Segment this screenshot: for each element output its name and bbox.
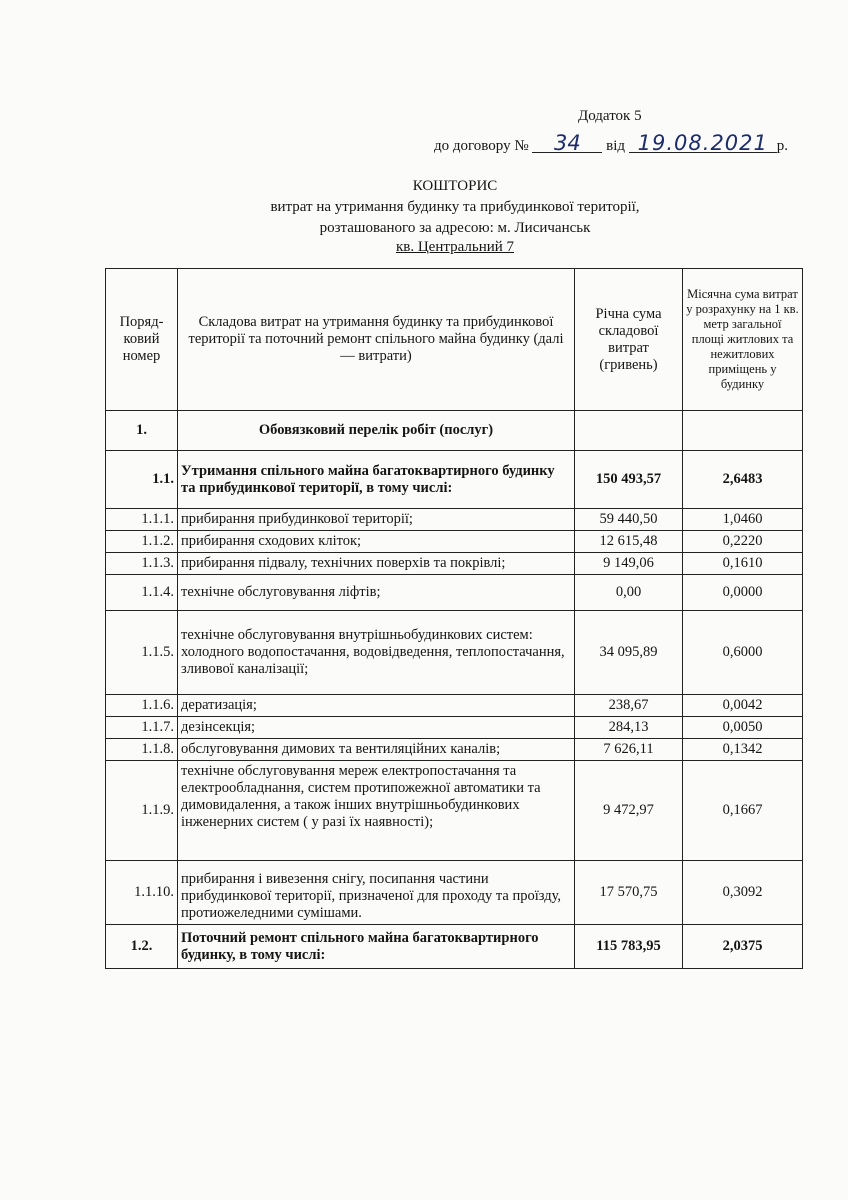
row-monthly: 2,6483 (683, 451, 803, 509)
contract-date-field: 19.08.2021 (629, 134, 777, 153)
addendum-label: Додаток 5 (578, 108, 642, 124)
table-row (106, 761, 803, 861)
table-row (106, 411, 803, 451)
row-monthly: 0,1610 (683, 553, 803, 575)
row-monthly: 0,1342 (683, 739, 803, 761)
table-row (106, 553, 803, 575)
row-description: Поточний ремонт спільного майна багатоквартирного будинку, в тому числі: (178, 925, 575, 969)
row-number: 1.1.4. (106, 575, 178, 611)
row-number: 1.1.3. (106, 553, 178, 575)
row-number: 1.2. (106, 925, 178, 969)
row-monthly: 0,3092 (683, 861, 803, 925)
document-title: КОШТОРИС (412, 178, 498, 194)
row-description: технічне обслуговування ліфтів; (178, 575, 575, 611)
cost-estimate-table (105, 268, 803, 969)
row-annual: 284,13 (575, 717, 683, 739)
row-number: 1.1.9. (106, 761, 178, 861)
row-annual: 115 783,95 (575, 925, 683, 969)
row-number: 1.1.2. (106, 531, 178, 553)
row-annual: 7 626,11 (575, 739, 683, 761)
row-monthly: 0,6000 (683, 611, 803, 695)
row-description: прибирання прибудинкової території; (178, 509, 575, 531)
row-monthly: 0,0000 (683, 575, 803, 611)
row-annual (575, 411, 683, 451)
row-annual: 9 472,97 (575, 761, 683, 861)
row-monthly (683, 411, 803, 451)
row-monthly: 0,2220 (683, 531, 803, 553)
row-annual: 9 149,06 (575, 553, 683, 575)
header-annual: Річна сума складової витрат (гривень) (575, 269, 683, 411)
table-header-row (106, 269, 803, 411)
row-number: 1. (106, 411, 178, 451)
table-row (106, 739, 803, 761)
row-number: 1.1.7. (106, 717, 178, 739)
row-description: Утримання спільного майна багатоквартирного будинку та прибудинкової території, в тому числі: (178, 451, 575, 509)
row-annual: 17 570,75 (575, 861, 683, 925)
row-annual: 0,00 (575, 575, 683, 611)
date-suffix: р. (776, 138, 789, 154)
table-row (106, 611, 803, 695)
contract-line (434, 131, 789, 155)
row-description: прибирання і вивезення снігу, посипання частини прибудинкової території, призначеної для проходу та проїзду, протиожеледними сумішами. (178, 861, 575, 925)
header-description: Складова витрат на утримання будинку та прибудинкової території та поточний ремонт спільного майна будинку (далі — витрати) (178, 269, 575, 411)
document-address: кв. Центральний 7 (395, 239, 515, 255)
document-subtitle-line1: витрат на утримання будинку та прибудинкової території, (270, 199, 640, 215)
row-description: дератизація; (178, 695, 575, 717)
table-row (106, 925, 803, 969)
row-annual: 12 615,48 (575, 531, 683, 553)
table-row (106, 509, 803, 531)
contract-number-field: 34 (532, 134, 602, 153)
date-prefix: від (606, 138, 626, 154)
row-number: 1.1.10. (106, 861, 178, 925)
row-annual: 150 493,57 (575, 451, 683, 509)
table-row (106, 695, 803, 717)
row-number: 1.1.5. (106, 611, 178, 695)
row-annual: 238,67 (575, 695, 683, 717)
row-description: обслуговування димових та вентиляційних каналів; (178, 739, 575, 761)
row-description: технічне обслуговування внутрішньобудинкових систем: холодного водопостачання, водовідведення, теплопостачання, зливової каналізації; (178, 611, 575, 695)
row-monthly: 0,0042 (683, 695, 803, 717)
row-description: технічне обслуговування мереж електропостачання та електрообладнання, систем протипожежної автоматики та димовидалення, а також інших внутрішньобудинкових інженерних систем ( у разі їх наявності); (178, 761, 575, 861)
row-annual: 59 440,50 (575, 509, 683, 531)
row-monthly: 1,0460 (683, 509, 803, 531)
table-row (106, 575, 803, 611)
row-monthly: 0,0050 (683, 717, 803, 739)
table-row (106, 861, 803, 925)
contract-prefix: до договору № (434, 138, 529, 154)
table-row (106, 531, 803, 553)
row-annual: 34 095,89 (575, 611, 683, 695)
document-subtitle-line2: розташованого за адресою: м. Лисичанськ (319, 220, 591, 236)
row-number: 1.1.1. (106, 509, 178, 531)
table-row (106, 451, 803, 509)
row-description: дезінсекція; (178, 717, 575, 739)
row-description: прибирання сходових кліток; (178, 531, 575, 553)
row-number: 1.1. (106, 451, 178, 509)
row-description: прибирання підвалу, технічних поверхів та покрівлі; (178, 553, 575, 575)
row-monthly: 0,1667 (683, 761, 803, 861)
table-row (106, 717, 803, 739)
row-monthly: 2,0375 (683, 925, 803, 969)
row-number: 1.1.8. (106, 739, 178, 761)
row-description: Обовязковий перелік робіт (послуг) (178, 411, 575, 451)
header-monthly: Місячна сума витрат у розрахунку на 1 кв. метр загальної площі житлових та нежитлових приміщень у будинку (683, 269, 803, 411)
row-number: 1.1.6. (106, 695, 178, 717)
header-number: Поряд- ковий номер (106, 269, 178, 411)
